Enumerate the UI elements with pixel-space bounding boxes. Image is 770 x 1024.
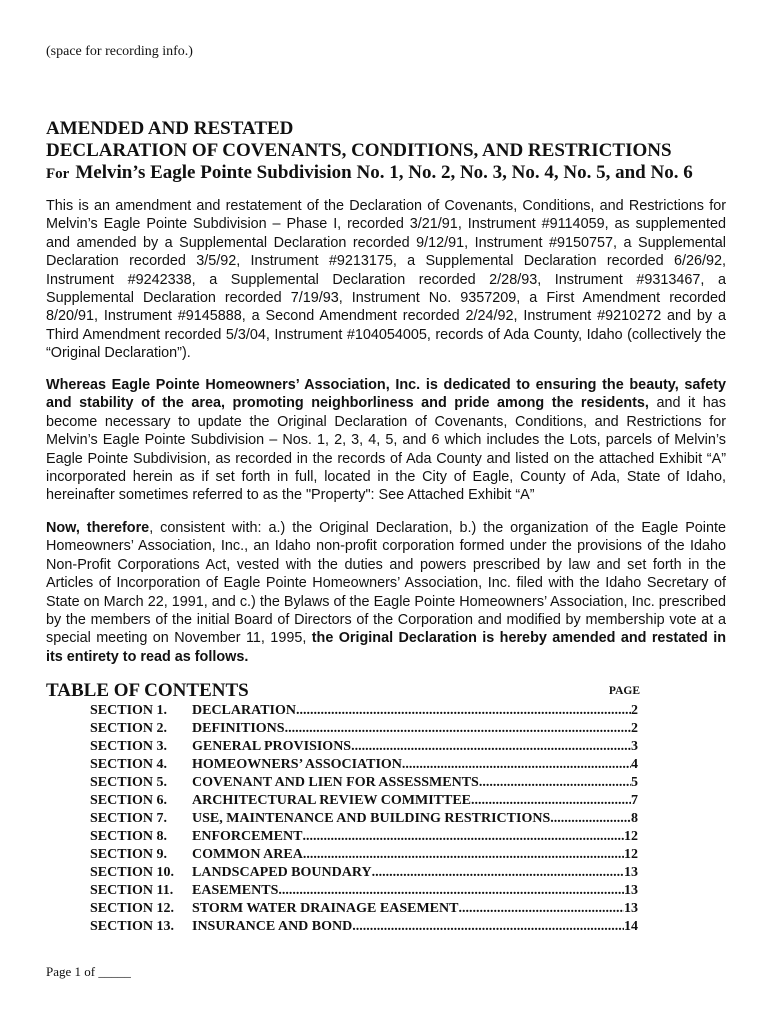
title-line-2: DECLARATION OF COVENANTS, CONDITIONS, AND RESTRICTIONS bbox=[46, 140, 672, 161]
toc-dot-leader bbox=[471, 792, 631, 810]
toc-entry bbox=[90, 810, 638, 828]
toc-dot-leader bbox=[352, 918, 624, 936]
toc-section-name: DECLARATION bbox=[192, 703, 296, 718]
toc-entry bbox=[90, 864, 638, 882]
toc-section-name: GENERAL PROVISIONS bbox=[192, 739, 352, 754]
toc-dot-leader bbox=[458, 900, 624, 918]
toc-entry bbox=[90, 774, 638, 792]
toc-dot-leader bbox=[285, 720, 631, 738]
toc-entry bbox=[90, 918, 638, 936]
toc-section-number: SECTION 4. bbox=[90, 757, 168, 772]
toc-section-name: STORM WATER DRAINAGE EASEMENT bbox=[192, 901, 459, 916]
whereas-bold-text: Whereas Eagle Pointe Homeowners’ Association, Inc. is dedicated to ensuring the beauty, safety and stability of the area, promoting neighborliness and pride among the residents, bbox=[46, 377, 726, 412]
document-title bbox=[46, 118, 693, 185]
toc-header bbox=[46, 680, 640, 702]
page-footer: Page 1 of _____ bbox=[46, 964, 131, 979]
toc-page-number: 12 bbox=[624, 847, 638, 862]
toc-page-number: 2 bbox=[631, 721, 638, 736]
whereas-text: and it has become necessary to update the Original Declaration of Covenants, Conditions, and Restrictions for Melvin’s Eagle Pointe Subdivision – Nos. 1, 2, 3, 4, 5, and 6 which includes the Lots, parcels of Melvin’s Eagle Pointe Subdivision, as recorded in the records of Ada County and listed on the attached Exhibit “A” incorporated herein as if set forth in full, located in the City of Eagle, County of Ada, State of Idaho, hereinafter sometimes referred to as the "Property": See Attached Exhibit “A” bbox=[46, 395, 726, 504]
toc-section-name: ARCHITECTURAL REVIEW COMMITTEE bbox=[192, 793, 472, 808]
toc-page-number: 2 bbox=[631, 703, 638, 718]
toc-section-number: SECTION 13. bbox=[90, 919, 175, 934]
toc-section-number: SECTION 10. bbox=[90, 865, 175, 880]
toc-page-number: 4 bbox=[631, 757, 638, 772]
toc-page-number: 13 bbox=[624, 901, 638, 916]
toc-section-number: SECTION 7. bbox=[90, 811, 168, 826]
toc-page-number: 3 bbox=[631, 739, 638, 754]
toc-entry bbox=[90, 846, 638, 864]
title-line-3 bbox=[46, 162, 693, 185]
toc-section-number: SECTION 1. bbox=[90, 703, 168, 718]
table-of-contents bbox=[90, 702, 638, 936]
toc-dot-leader bbox=[550, 810, 631, 828]
toc-dot-leader bbox=[402, 756, 631, 774]
paragraph-whereas bbox=[46, 376, 726, 505]
toc-section-name: HOMEOWNERS’ ASSOCIATION bbox=[192, 757, 402, 772]
now-therefore-bold: Now, therefore bbox=[46, 520, 150, 536]
toc-dot-leader bbox=[296, 702, 631, 720]
toc-section-name: EASEMENTS bbox=[192, 883, 279, 898]
toc-section-number: SECTION 2. bbox=[90, 721, 168, 736]
toc-page-number: 12 bbox=[624, 829, 638, 844]
toc-section-number: SECTION 11. bbox=[90, 883, 174, 898]
toc-entry bbox=[90, 882, 638, 900]
toc-section-name: ENFORCEMENT bbox=[192, 829, 303, 844]
toc-section-number: SECTION 12. bbox=[90, 901, 175, 916]
toc-page-number: 7 bbox=[631, 793, 638, 808]
toc-section-number: SECTION 9. bbox=[90, 847, 168, 862]
title-for-word: For bbox=[46, 166, 70, 182]
toc-entry bbox=[90, 756, 638, 774]
restated-bold-text: the Original Declaration is hereby amended and restated in its entirety to read as follows. bbox=[46, 630, 726, 665]
title-line-1: AMENDED AND RESTATED bbox=[46, 118, 294, 139]
toc-section-number: SECTION 5. bbox=[90, 775, 168, 790]
toc-page-number: 5 bbox=[631, 775, 638, 790]
toc-title: TABLE OF CONTENTS bbox=[46, 680, 249, 701]
toc-page-number: 13 bbox=[624, 883, 638, 898]
toc-entry bbox=[90, 702, 638, 720]
toc-section-name: COMMON AREA bbox=[192, 847, 303, 862]
paragraph-amendment: This is an amendment and restatement of the Declaration of Covenants, Conditions, and Restrictions for Melvin’s Eagle Pointe Subdivision – Phase I, recorded 3/21/91, Instrument #9114059, as supplemented and amended by a Supplemental Declaration recorded 9/12/91, Instrument #9150757, a Supplemental Declaration recorded 3/5/92, Instrument #9213175, a Supplemental Declaration recorded 6/26/92, Instrument #9242338, a Supplemental Declaration recorded 2/28/93, Instrument #9313467, a Supplemental Declaration recorded 7/19/93, Instrument No. 9357209, a First Amendment recorded 8/20/91, Instrument #9145888, a Second Amendment recorded 2/24/92, Instrument #9210272 and by a Third Amendment recorded 5/3/04, Instrument #104054005, records of Ada County, Idaho (collectively the “Original Declaration”). bbox=[46, 198, 726, 362]
toc-entry bbox=[90, 720, 638, 738]
toc-entry bbox=[90, 738, 638, 756]
toc-page-number: 8 bbox=[631, 811, 638, 826]
toc-dot-leader bbox=[372, 864, 624, 882]
toc-entry bbox=[90, 900, 638, 918]
toc-section-name: USE, MAINTENANCE AND BUILDING RESTRICTIONS bbox=[192, 811, 551, 826]
toc-section-number: SECTION 3. bbox=[90, 739, 168, 754]
toc-dot-leader bbox=[278, 882, 624, 900]
toc-page-number: 13 bbox=[624, 865, 638, 880]
toc-dot-leader bbox=[303, 846, 624, 864]
toc-section-name: INSURANCE AND BOND bbox=[192, 919, 353, 934]
toc-section-name: LANDSCAPED BOUNDARY bbox=[192, 865, 372, 880]
toc-dot-leader bbox=[302, 828, 624, 846]
paragraph-now-therefore bbox=[46, 519, 726, 666]
subdivision-name: Melvin’s Eagle Pointe Subdivision No. 1, No. 2, No. 3, No. 4, No. 5, and No. 6 bbox=[75, 162, 693, 183]
toc-section-name: DEFINITIONS bbox=[192, 721, 285, 736]
toc-entry bbox=[90, 792, 638, 810]
toc-section-name: COVENANT AND LIEN FOR ASSESSMENTS bbox=[192, 775, 479, 790]
toc-section-number: SECTION 8. bbox=[90, 829, 168, 844]
toc-page-label: PAGE bbox=[608, 685, 640, 697]
toc-section-number: SECTION 6. bbox=[90, 793, 168, 808]
toc-dot-leader bbox=[479, 774, 631, 792]
toc-dot-leader bbox=[351, 738, 631, 756]
toc-entry bbox=[90, 828, 638, 846]
now-therefore-text: , consistent with: a.) the Original Declaration, b.) the organization of the Eagle Pointe Homeowners’ Association, Inc., an Idaho non-profit corporation formed under the provisions of the Idaho Non-Profit Corporations Act, vested with the duties and powers prescribed by law and set forth in the Articles of Incorporation of Eagle Pointe Homeowners’ Association, Inc. filed with the Idaho Secretary of State on March 22, 1991, and c.) the Bylaws of the Eagle Pointe Homeowners’ Association, Inc. prescribed by the members of the initial Board of Directors of the Corporation and modified by membership vote at a special meeting on November 11, 1995, bbox=[46, 520, 726, 647]
recording-info: (space for recording info.) bbox=[46, 44, 193, 59]
toc-page-number: 14 bbox=[624, 919, 638, 934]
